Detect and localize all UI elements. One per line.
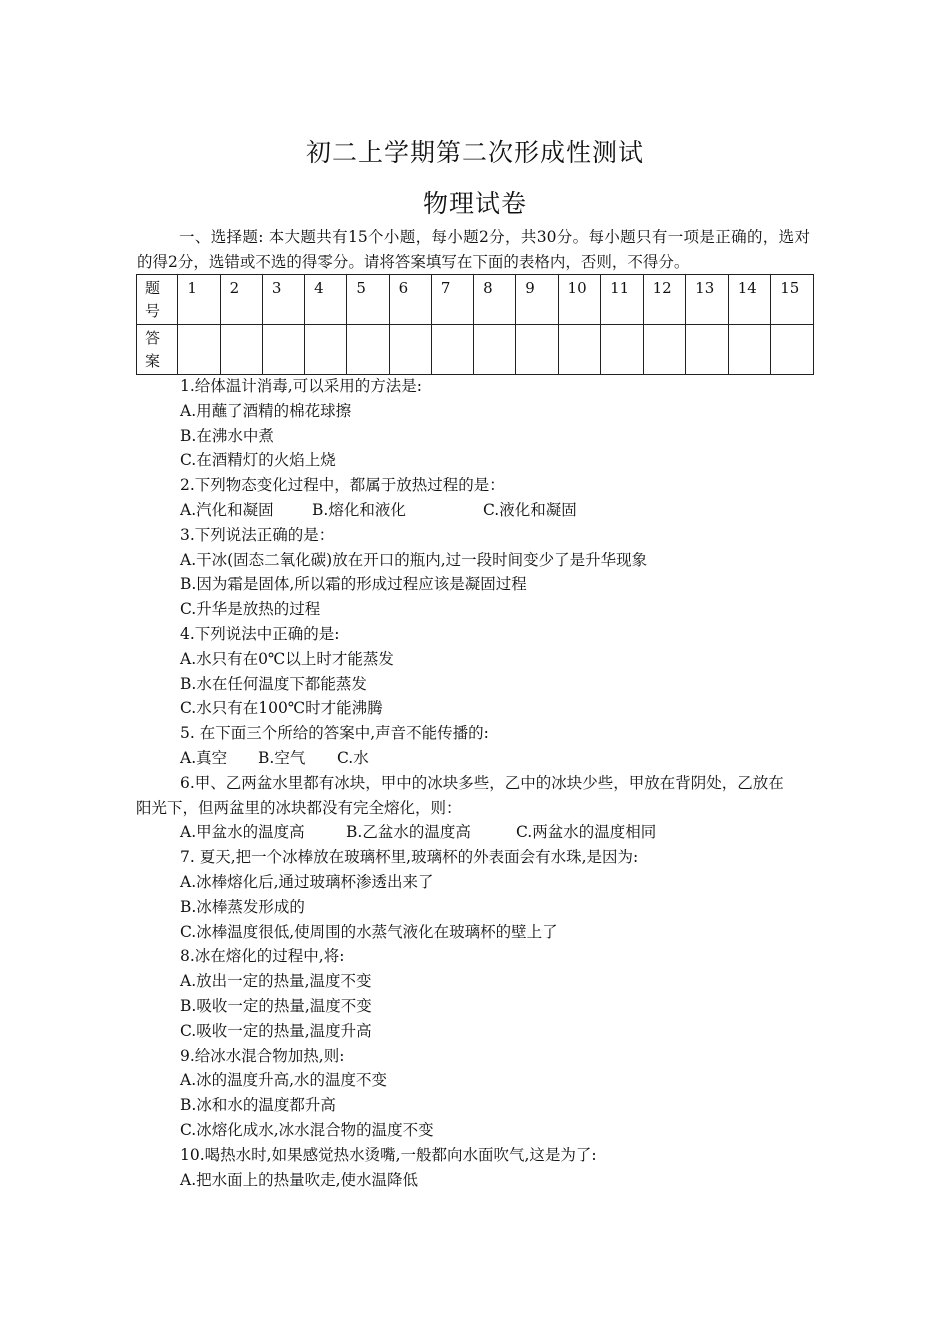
- question-number-cell: 11: [601, 275, 644, 325]
- question-list: [136, 374, 810, 1192]
- option: A.汽化和凝固: [180, 500, 274, 519]
- question-number-cell: 1: [178, 275, 220, 325]
- option: B.熔化和液化: [312, 500, 406, 519]
- answer-cell[interactable]: [516, 325, 558, 375]
- question-number-cell: 10: [558, 275, 601, 325]
- answer-cell[interactable]: [686, 325, 729, 375]
- option: B.水在任何温度下都能蒸发: [180, 674, 367, 693]
- option: C.冰棒温度很低,使周围的水蒸气液化在玻璃杯的壁上了: [180, 922, 558, 941]
- option: B.冰和水的温度都升高: [180, 1096, 336, 1115]
- question-stem: 7. 夏天,把一个冰棒放在玻璃杯里,玻璃杯的外表面会有水珠,是因为:: [180, 848, 639, 867]
- answer-cell[interactable]: [474, 325, 516, 375]
- option-row: [180, 820, 810, 845]
- option: C.升华是放热的过程: [180, 600, 321, 619]
- question-stem-continued: 阳光下，但两盆里的冰块都没有完全熔化，则：: [136, 798, 462, 817]
- question-number-cell: 4: [305, 275, 347, 325]
- question-number-row: [137, 275, 814, 325]
- question-number-cell: 14: [728, 275, 771, 325]
- option: A.甲盆水的温度高: [180, 823, 305, 842]
- option: A.用蘸了酒精的棉花球擦: [180, 401, 352, 420]
- option: A.冰的温度升高,水的温度不变: [180, 1071, 388, 1090]
- answer-cell[interactable]: [305, 325, 347, 375]
- question-number-cell: 3: [262, 275, 304, 325]
- option: A.真空: [180, 748, 228, 767]
- answer-cell[interactable]: [728, 325, 771, 375]
- answer-cell[interactable]: [601, 325, 644, 375]
- question-stem: 4.下列说法中正确的是:: [180, 624, 340, 643]
- answer-cell[interactable]: [431, 325, 473, 375]
- option-row: [180, 498, 810, 523]
- question-stem: 6.甲、乙两盆水里都有冰块，甲中的冰块多些，乙中的冰块少些，甲放在背阴处，乙放在: [180, 773, 784, 792]
- question-stem: 9.给冰水混合物加热,则:: [180, 1046, 345, 1065]
- option: B.乙盆水的温度高: [346, 823, 471, 842]
- answer-cell[interactable]: [771, 325, 814, 375]
- answer-cell[interactable]: [347, 325, 389, 375]
- question-number-cell: 2: [220, 275, 262, 325]
- exam-title: 初二上学期第二次形成性测试: [305, 138, 644, 167]
- option: C.吸收一定的热量,温度升高: [180, 1021, 372, 1040]
- question-stem: 1.给体温计消毒,可以采用的方法是:: [180, 377, 422, 395]
- question-number-cell: 6: [389, 275, 431, 325]
- option: B.在沸水中煮: [180, 426, 274, 445]
- option: A.放出一定的热量,温度不变: [180, 972, 372, 991]
- question-stem: 10.喝热水时,如果感觉热水烫嘴,一般都向水面吹气,这是为了:: [180, 1145, 597, 1164]
- question-stem: 8.冰在熔化的过程中,将:: [180, 947, 345, 966]
- option: C.在酒精灯的火焰上烧: [180, 451, 336, 470]
- question-number-cell: 12: [643, 275, 686, 325]
- question-stem: 3.下列说法正确的是：: [180, 525, 335, 544]
- question-number-cell: 15: [771, 275, 814, 325]
- option: C.液化和凝固: [483, 500, 577, 519]
- answer-cell[interactable]: [220, 325, 262, 375]
- answer-cell[interactable]: [262, 325, 304, 375]
- option: C.水只有在100℃时才能沸腾: [180, 699, 383, 718]
- row-header-number: 题 号: [137, 275, 178, 325]
- option: C.两盆水的温度相同: [516, 823, 657, 842]
- answer-cell[interactable]: [643, 325, 686, 375]
- option: A.冰棒熔化后,通过玻璃杯渗透出来了: [180, 872, 434, 891]
- section-instructions: 一、选择题: 本大题共有15个小题，每小题2分，共30分。每小题只有一项是正确的，选对的得2分，选错或不选的得零分。请将答案填写在下面的表格内，否则，不得分。: [137, 228, 810, 271]
- option: B.空气: [258, 748, 306, 767]
- row-header-answer: 答 案: [137, 325, 178, 375]
- option: C.水: [337, 748, 369, 767]
- question-number-cell: 5: [347, 275, 389, 325]
- option: C.冰熔化成水,冰水混合物的温度不变: [180, 1120, 434, 1139]
- answer-cell[interactable]: [178, 325, 220, 375]
- option-row: [180, 746, 810, 771]
- question-stem: 2.下列物态变化过程中，都属于放热过程的是：: [180, 476, 505, 495]
- option: A.水只有在0℃以上时才能蒸发: [180, 649, 394, 668]
- option: B.冰棒蒸发形成的: [180, 897, 305, 916]
- question-number-cell: 8: [474, 275, 516, 325]
- answer-row: [137, 325, 814, 375]
- exam-subtitle: 物理试卷: [422, 189, 527, 218]
- question-number-cell: 9: [516, 275, 558, 325]
- question-stem: 5. 在下面三个所给的答案中,声音不能传播的:: [180, 724, 489, 743]
- question-block: [136, 771, 810, 821]
- answer-table: [136, 274, 814, 375]
- option: A.把水面上的热量吹走,使水温降低: [180, 1170, 419, 1189]
- option: B.吸收一定的热量,温度不变: [180, 996, 372, 1015]
- option: A.干冰(固态二氧化碳)放在开口的瓶内,过一段时间变少了是升华现象: [180, 550, 648, 569]
- answer-cell[interactable]: [558, 325, 601, 375]
- option: B.因为霜是固体,所以霜的形成过程应该是凝固过程: [180, 575, 527, 594]
- question-number-cell: 7: [431, 275, 473, 325]
- question-number-cell: 13: [686, 275, 729, 325]
- answer-cell[interactable]: [389, 325, 431, 375]
